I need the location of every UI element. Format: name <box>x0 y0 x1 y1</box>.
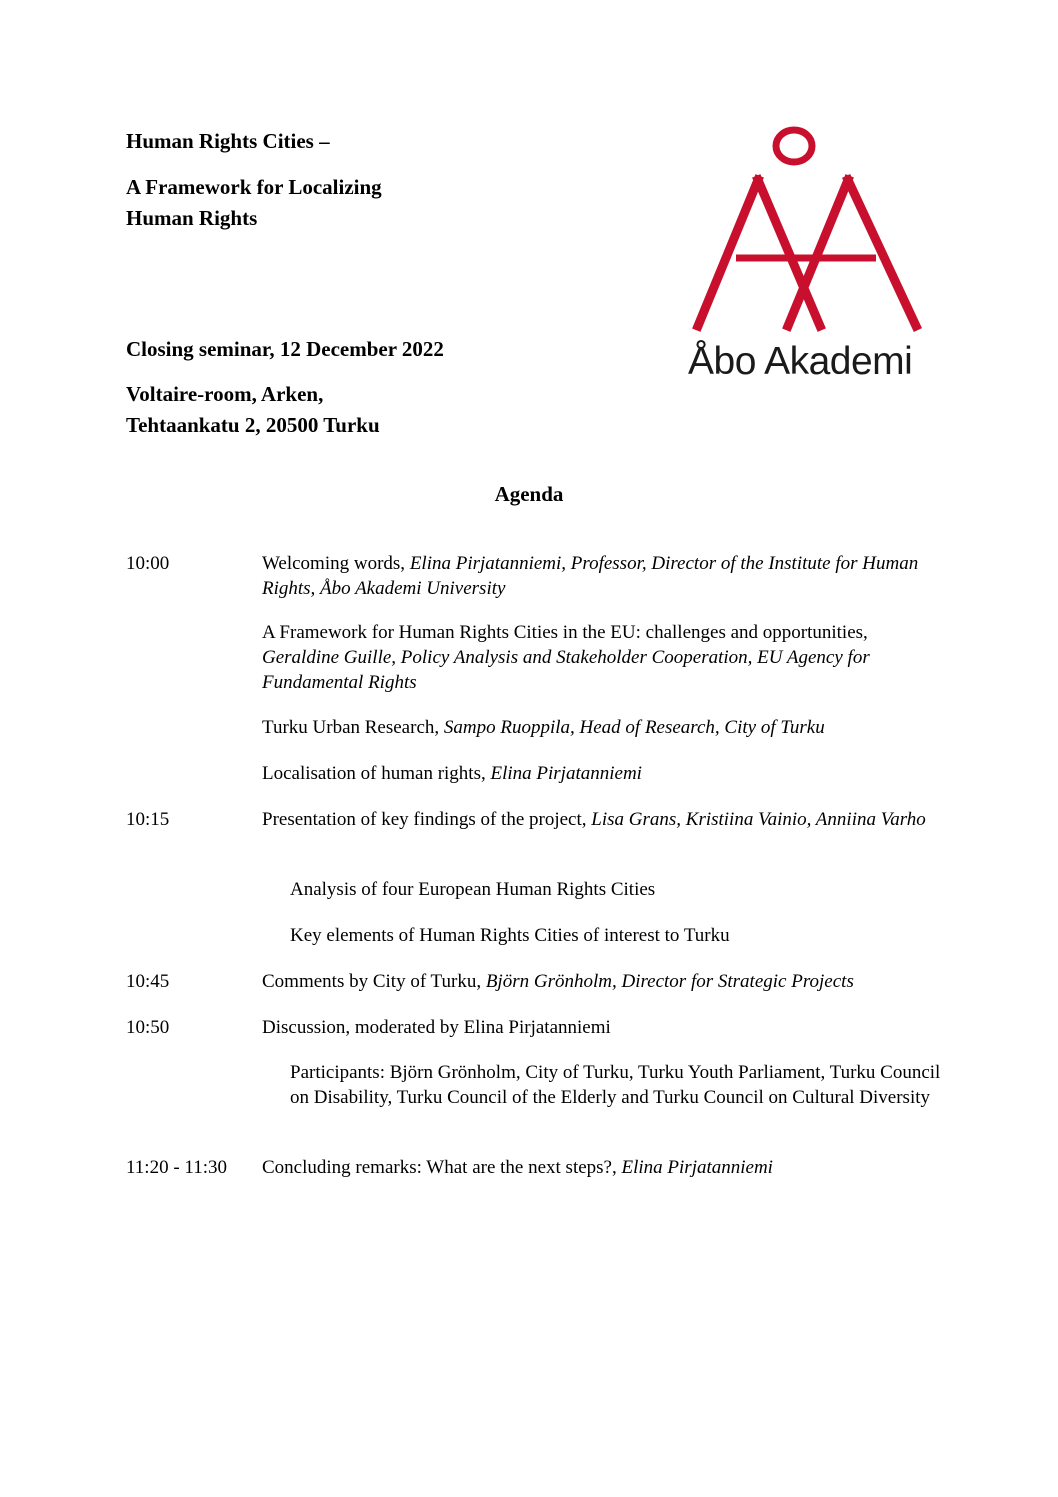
title-line-2: A Framework for Localizing <box>126 175 382 199</box>
agenda-time: 11:20 - 11:30 <box>126 1157 227 1178</box>
agenda-text: Participants: Björn Grönholm, City of Turku, Turku Youth Parliament, Turku Council on Disability, Turku Council of the Elderly and Turku Council on Cultural Diversity <box>290 1062 941 1108</box>
logo-wordmark: Åbo Akademi <box>688 340 913 383</box>
venue-line-2: Tehtaankatu 2, 20500 Turku <box>126 413 380 437</box>
agenda-description <box>262 620 946 695</box>
seminar-date: Closing seminar, 12 December 2022 <box>126 337 444 361</box>
agenda-text: Comments by City of Turku, <box>262 971 486 992</box>
agenda-text: Key elements of Human Rights Cities of interest to Turku <box>290 925 730 946</box>
agenda-description <box>290 1060 946 1110</box>
agenda-text: A Framework for Human Rights Cities in the EU: challenges and opportunities, <box>262 622 868 643</box>
venue <box>126 379 380 441</box>
agenda-description <box>262 761 946 786</box>
agenda-time: 10:45 <box>126 971 170 992</box>
agenda-text: Turku Urban Research, <box>262 717 444 738</box>
agenda-time: 10:00 <box>126 553 170 574</box>
agenda-time: 10:50 <box>126 1017 170 1038</box>
agenda-heading: Agenda <box>494 482 564 506</box>
agenda-description <box>262 1015 946 1040</box>
agenda-time: 10:15 <box>126 809 170 830</box>
venue-line-1: Voltaire-room, Arken, <box>126 382 324 406</box>
agenda-text: Discussion, moderated by Elina Pirjatanniemi <box>262 1017 611 1038</box>
agenda-speaker: Geraldine Guille, Policy Analysis and Stakeholder Cooperation, EU Agency for Fundamental Rights <box>262 647 870 693</box>
agenda-description <box>262 807 946 832</box>
title-lines-2-3 <box>126 172 382 234</box>
agenda-description <box>290 877 946 902</box>
agenda-description <box>262 551 946 601</box>
agenda-description <box>262 969 946 994</box>
agenda-speaker: Elina Pirjatanniemi, Professor, Director of the Institute for Human Rights, Åbo Akademi University <box>262 553 919 599</box>
agenda-description <box>290 923 946 948</box>
agenda-description <box>262 715 946 740</box>
agenda-text: Concluding remarks: What are the next steps?, <box>262 1157 622 1178</box>
abo-akademi-logo <box>684 118 940 388</box>
agenda-text: Presentation of key findings of the project, <box>262 809 592 830</box>
agenda-speaker: Lisa Grans, Kristiina Vainio, Anniina Varho <box>591 809 926 830</box>
agenda-speaker: Elina Pirjatanniemi <box>621 1157 773 1178</box>
title-line-1: Human Rights Cities – <box>126 129 330 153</box>
agenda-text: Localisation of human rights, <box>262 763 491 784</box>
agenda-speaker: Björn Grönholm, Director for Strategic Projects <box>485 971 854 992</box>
title-line-3: Human Rights <box>126 206 258 230</box>
agenda-text: Analysis of four European Human Rights Cities <box>290 879 656 900</box>
agenda-description <box>262 1155 946 1180</box>
agenda-speaker: Elina Pirjatanniemi <box>490 763 642 784</box>
agenda-speaker: Sampo Ruoppila, Head of Research, City of Turku <box>443 717 825 738</box>
agenda-text: Welcoming words, <box>262 553 410 574</box>
abo-akademi-logo-icon <box>684 118 940 338</box>
